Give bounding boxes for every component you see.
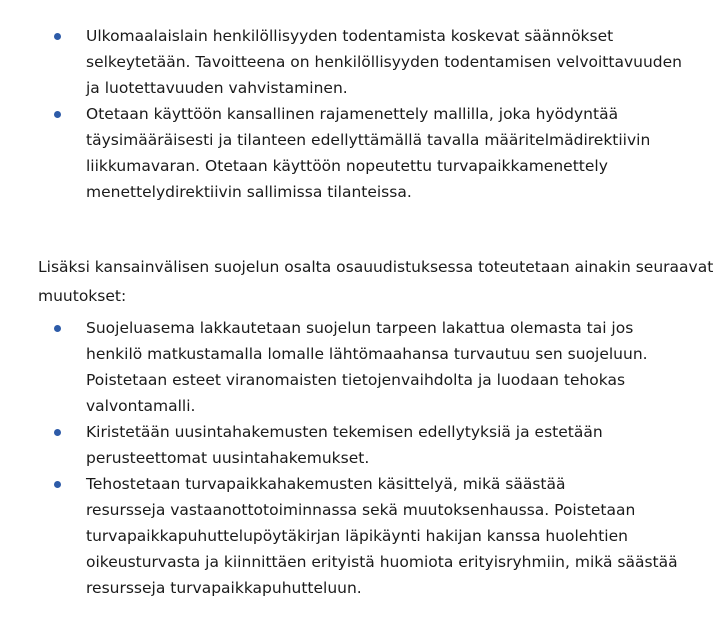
- list-item: [0, 315, 723, 419]
- list-item-line: resursseja vastaanottotoiminnassa sekä muutoksenhaussa. Poistetaan: [86, 501, 636, 519]
- list-item-line: selkeytetään. Tavoitteena on henkilöllisyyden todentamisen velvoittavuuden: [86, 53, 682, 71]
- bullet-list-2: [0, 315, 723, 601]
- bullet-icon: [54, 429, 61, 436]
- bullet-list-1: [0, 23, 723, 205]
- intro-paragraph: [38, 253, 714, 311]
- list-item: [0, 419, 723, 471]
- paragraph-line: muutokset:: [38, 286, 127, 305]
- list-item-line: perusteettomat uusintahakemukset.: [86, 449, 370, 467]
- list-item-line: Tehostetaan turvapaikkahakemusten käsittelyä, mikä säästää: [86, 475, 566, 493]
- paragraph-line: Lisäksi kansainvälisen suojelun osalta osauudistuksessa toteutetaan ainakin seuraavat: [38, 257, 714, 276]
- bullet-icon: [54, 111, 61, 118]
- list-item-line: Ulkomaalaislain henkilöllisyyden todentamista koskevat säännökset: [86, 27, 614, 45]
- bullet-icon: [54, 325, 61, 332]
- list-item: [0, 101, 723, 205]
- list-item-line: valvontamalli.: [86, 397, 196, 415]
- list-item-line: menettelydirektiivin sallimissa tilanteissa.: [86, 183, 412, 201]
- list-item-line: oikeusturvasta ja kiinnittäen erityistä huomiota erityisryhmiin, mikä säästää: [86, 553, 678, 571]
- bullet-icon: [54, 481, 61, 488]
- list-item: [0, 23, 723, 101]
- list-item-line: turvapaikkapuhuttelupöytäkirjan läpikäynti hakijan kanssa huolehtien: [86, 527, 628, 545]
- list-item-line: henkilö matkustamalla lomalle lähtömaahansa turvautuu sen suojeluun.: [86, 345, 648, 363]
- list-item-line: Otetaan käyttöön kansallinen rajamenettely mallilla, joka hyödyntää: [86, 105, 619, 123]
- list-item-line: Suojeluasema lakkautetaan suojelun tarpeen lakattua olemasta tai jos: [86, 319, 634, 337]
- list-item-line: täysimääräisesti ja tilanteen edellyttämällä tavalla määritelmädirektiivin: [86, 131, 651, 149]
- list-item-line: Kiristetään uusintahakemusten tekemisen edellytyksiä ja estetään: [86, 423, 603, 441]
- list-item: [0, 471, 723, 601]
- list-item-line: ja luotettavuuden vahvistaminen.: [86, 79, 348, 97]
- list-item-line: resursseja turvapaikkapuhutteluun.: [86, 579, 362, 597]
- bullet-icon: [54, 33, 61, 40]
- list-item-line: Poistetaan esteet viranomaisten tietojenvaihdolta ja luodaan tehokas: [86, 371, 626, 389]
- list-item-line: liikkumavaran. Otetaan käyttöön nopeutettu turvapaikkamenettely: [86, 157, 608, 175]
